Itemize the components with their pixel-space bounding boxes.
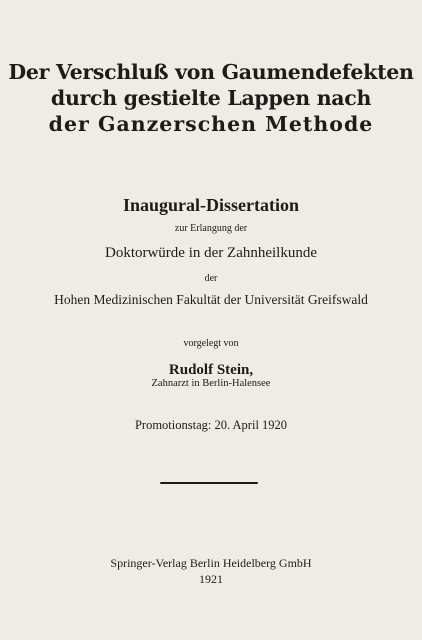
- dissertation-heading: Inaugural-Dissertation: [122, 195, 299, 215]
- author-name: Rudolf Stein,: [168, 362, 254, 378]
- publisher-name: Springer-Verlag Berlin Heidelberg GmbH: [110, 556, 312, 570]
- degree-text: Doktorwürde in der Zahnheilkunde: [104, 245, 318, 261]
- connector-text: der: [204, 273, 218, 284]
- publication-year: 1921: [199, 572, 223, 586]
- promotion-date: Promotionstag: 20. April 1920: [134, 418, 288, 432]
- divider-rule: [160, 482, 258, 484]
- title-line-2: durch gestielte Lappen nach: [50, 86, 372, 110]
- title-line-1: Der Verschluß von Gaumendefekten: [8, 60, 414, 84]
- faculty-text: Hohen Medizinischen Fakultät der Universität Greifswald: [54, 292, 368, 307]
- submitted-by-text: vorgelegt von: [183, 338, 239, 349]
- title-line-3: der Ganzerschen Methode: [48, 112, 374, 136]
- purpose-text: zur Erlangung der: [174, 223, 248, 234]
- author-description: Zahnarzt in Berlin-Halensee: [151, 378, 271, 389]
